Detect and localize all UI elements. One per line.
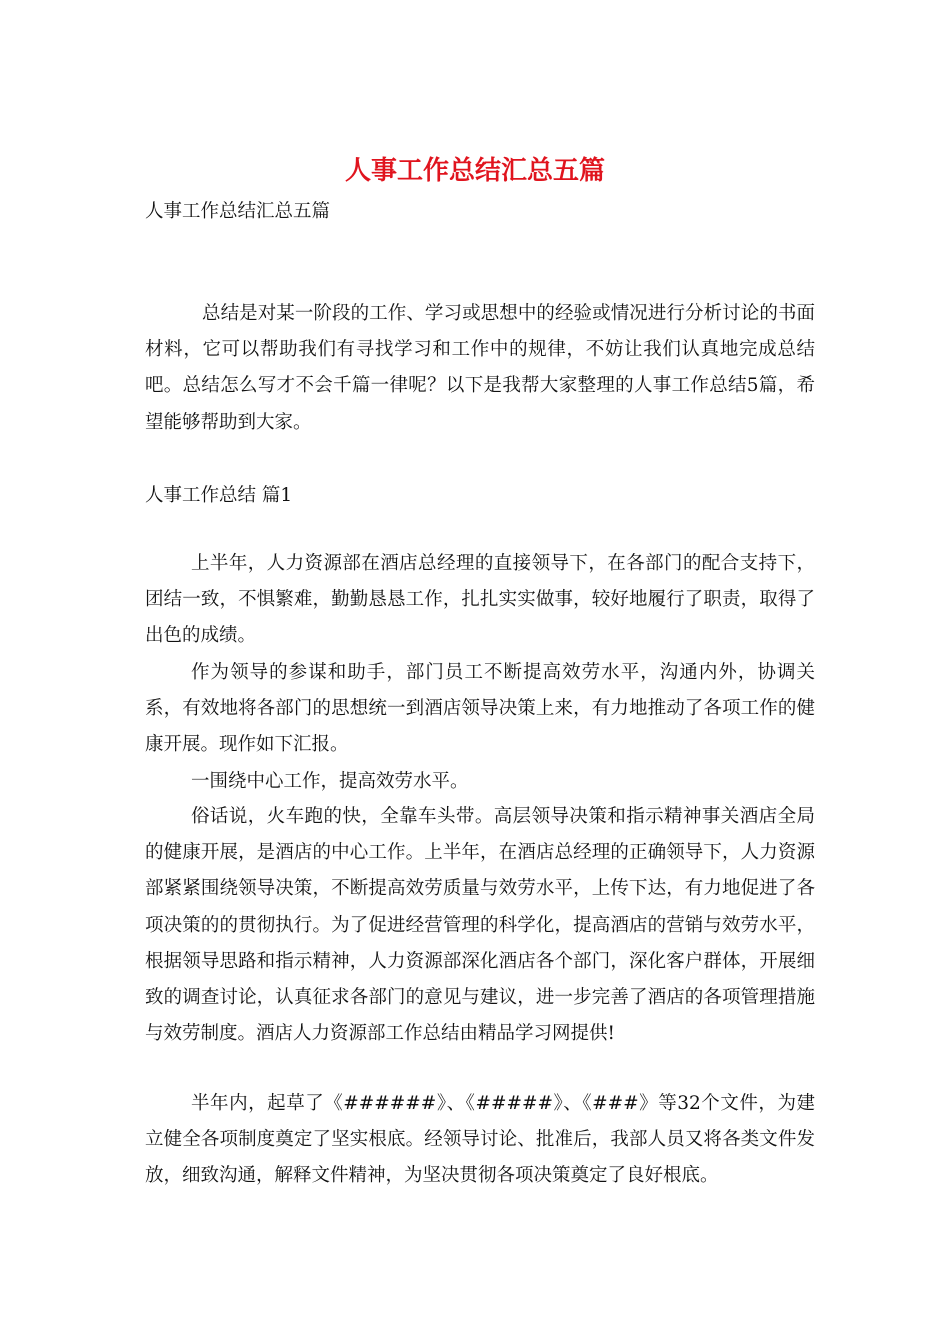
document-title: 人事工作总结汇总五篇: [344, 156, 605, 186]
document-subtitle: 人事工作总结汇总五篇: [145, 201, 331, 222]
section-heading: 人事工作总结 篇1: [145, 485, 293, 506]
body-paragraph: 一围绕中心工作，提高效劳水平。: [191, 771, 469, 792]
body-paragraph: 半年内，起草了《######》、《#####》、《###》等32个文件，为建立健全各项制度奠定了坚实根底。经领导讨论、批准后，我部人员又将各类文件发放，细致沟通，解释文件精神，为坚决贯彻各项决策奠定了良好根底。: [145, 1093, 815, 1187]
body-paragraph: 俗话说，火车跑的快，全靠车头带。高层领导决策和指示精神事关酒店全局的健康开展，是酒店的中心工作。上半年，在酒店总经理的正确领导下，人力资源部紧紧围绕领导决策，不断提高效劳质量与效劳水平，上传下达，有力地促进了各项决策的的贯彻执行。为了促进经营管理的科学化，提高酒店的营销与效劳水平，根据领导思路和指示精神，人力资源部深化酒店各个部门，深化客户群体，开展细致的调查讨论，认真征求各部门的意见与建议，进一步完善了酒店的各项管理措施与效劳制度。酒店人力资源部工作总结由精品学习网提供!: [145, 806, 815, 1045]
intro-paragraph: 总结是对某一阶段的工作、学习或思想中的经验或情况进行分析讨论的书面材料，它可以帮助我们有寻找学习和工作中的规律，不妨让我们认真地完成总结吧。总结怎么写才不会千篇一律呢？以下是我帮大家整理的人事工作总结5篇，希望能够帮助到大家。: [145, 303, 815, 433]
body-paragraph: 上半年，人力资源部在酒店总经理的直接领导下，在各部门的配合支持下，团结一致，不惧繁难，勤勤恳恳工作，扎扎实实做事，较好地履行了职责，取得了出色的成绩。: [145, 553, 815, 647]
body-paragraph: 作为领导的参谋和助手，部门员工不断提高效劳水平，沟通内外，协调关系，有效地将各部门的思想统一到酒店领导决策上来，有力地推动了各项工作的健康开展。现作如下汇报。: [145, 662, 815, 756]
